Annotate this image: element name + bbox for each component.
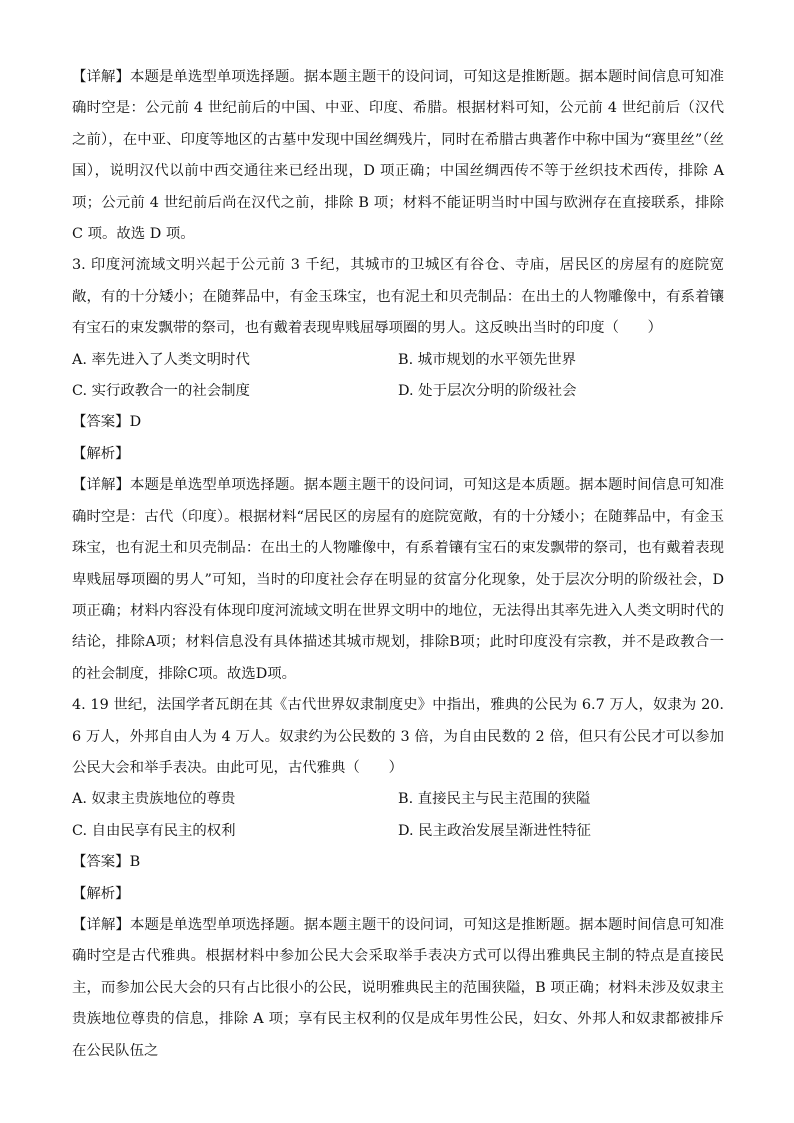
paragraph: 【解析】 <box>72 885 130 902</box>
answer-option: A. 率先进入了人类文明时代 <box>72 351 250 368</box>
answer-option: A. 奴隶主贵族地位的尊贵 <box>72 791 236 808</box>
paragraph: 【详解】本题是单选型单项选择题。据本题主题干的设问词，可知这是推断题。据本题时间信息可知准确时空是：公元前 4 世纪前后的中国、中亚、印度、希腊。根据材料可知，公元前 4 世纪前后（汉代之前），在中亚、印度等地区的古墓中发现中国丝绸残片，同时在希腊古典著作中称中国为“赛里丝”（丝国），说明汉代以前中西交通往来已经出现，D 项正确；中国丝绸西传不等于丝织技术西传，排除 A 项；公元前 4 世纪前后尚在汉代之前，排除 B 项；材料不能证明当时中国与欧洲存在直接联系，排除 C 项。故选 D 项。 <box>72 69 724 243</box>
answer-option: B. 城市规划的水平领先世界 <box>398 351 577 368</box>
paragraph: 【详解】本题是单选型单项选择题。据本题主题干的设问词，可知这是本质题。据本题时间信息可知准确时空是：古代（印度）。根据材料“居民区的房屋有的庭院宽敞，有的十分矮小；在随葬品中，有金玉珠宝，也有泥土和贝壳制品：在出土的人物雕像中，有系着镶有宝石的束发飘带的祭司，也有戴着表现卑贱屈辱项圈的男人”可知，当时的印度社会存在明显的贫富分化现象，处于层次分明的阶级社会，D 项正确；材料内容没有体现印度河流域文明在世界文明中的地位，无法得出其率先进入人类文明时代的结论，排除A项；材料信息没有具体描述其城市规划，排除B项；此时印度没有宗教，并不是政教合一的社会制度，排除C项。故选D项。 <box>72 477 724 682</box>
answer-option: B. 直接民主与民主范围的狭隘 <box>398 791 591 808</box>
paragraph: 【答案】B <box>72 854 141 871</box>
paragraph: 【详解】本题是单选型单项选择题。据本题主题干的设问词，可知这是推断题。据本题时间信息可知准确时空是古代雅典。根据材料中参加公民大会采取举手表决方式可以得出雅典民主制的特点是直接民主，而参加公民大会的只有占比很小的公民，说明雅典民主的范围狭隘，B 项正确；材料未涉及奴隶主贵族地位尊贵的信息，排除 A 项；享有民主权利的仅是成年男性公民，妇女、外邦人和奴隶都被排斥在公民队伍之 <box>72 916 724 1059</box>
paragraph: 3. 印度河流域文明兴起于公元前 3 千纪，其城市的卫城区有谷仓、寺庙，居民区的房屋有的庭院宽敞，有的十分矮小；在随葬品中，有金玉珠宝，也有泥土和贝壳制品：在出土的人物雕像中，有系着镶有宝石的束发飘带的祭司，也有戴着表现卑贱屈辱项圈的男人。这反映出当时的印度（ ） <box>72 257 724 337</box>
document-page <box>72 62 724 1067</box>
paragraph: 【答案】D <box>72 414 142 431</box>
paragraph: 【解析】 <box>72 445 130 462</box>
answer-option: D. 处于层次分明的阶级社会 <box>398 383 577 400</box>
answer-options <box>72 784 724 847</box>
answer-option: C. 自由民享有民主的权利 <box>72 822 236 839</box>
answer-option: D. 民主政治发展呈渐进性特征 <box>398 822 591 839</box>
answer-option: C. 实行政教合一的社会制度 <box>72 383 250 400</box>
answer-options <box>72 345 724 408</box>
paragraph: 4. 19 世纪，法国学者瓦朗在其《古代世界奴隶制度史》中指出，雅典的公民为 6.7 万人，奴隶为 20.6 万人，外邦自由人为 4 万人。奴隶约为公民数的 3 倍，为自由民数的 2 倍，但只有公民才可以参加公民大会和举手表决。由此可见，古代雅典（ ） <box>72 697 724 776</box>
